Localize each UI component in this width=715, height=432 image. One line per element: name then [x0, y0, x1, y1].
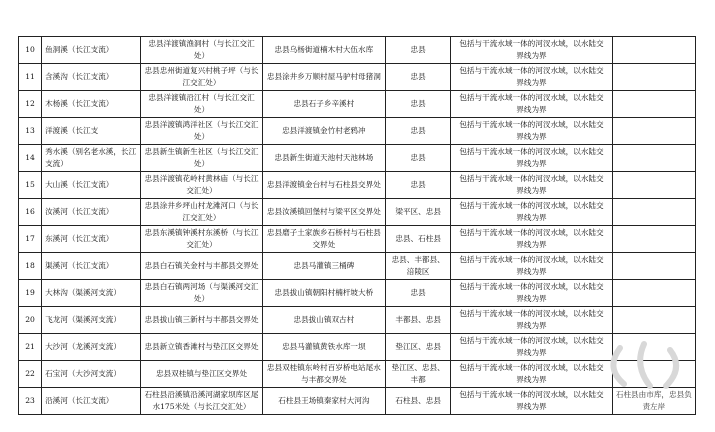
- end-point-cell: 忠县马灌镇三桶碑: [262, 253, 385, 280]
- start-point-cell: 忠县白石镇关金村与丰都县交界处: [141, 253, 262, 280]
- row-number-cell: 19: [19, 280, 42, 307]
- row-number-cell: 22: [19, 361, 42, 388]
- end-point-cell: 忠县磨子土家族乡石桥村与石柱县交界处: [262, 226, 385, 253]
- river-table-body: [19, 37, 696, 415]
- row-number-cell: 23: [19, 388, 42, 415]
- region-cell: 垫江区、忠县: [386, 334, 451, 361]
- scope-cell: 包括与干流水域一体的河汊水域，以水陆交界线为界: [451, 388, 612, 415]
- table-row: [19, 91, 696, 118]
- region-cell: 梁平区、忠县: [386, 199, 451, 226]
- start-point-cell: 忠县拔山镇三新村与丰都县交界处: [141, 307, 262, 334]
- row-number-cell: 14: [19, 145, 42, 172]
- end-point-cell: 忠县拔山镇朝阳村楠杆坡大桥: [262, 280, 385, 307]
- scope-cell: 包括与干流水域一体的河汊水域，以水陆交界线为界: [451, 280, 612, 307]
- table-row: [19, 334, 696, 361]
- table-row: [19, 253, 696, 280]
- river-name-cell: 洋渡溪（长江支: [42, 118, 141, 145]
- river-name-cell: 汝溪河（长江支流）: [42, 199, 141, 226]
- scope-cell: 包括与干流水域一体的河汊水域，以水陆交界线为界: [451, 91, 612, 118]
- scope-cell: 包括与干流水域一体的河汊水域，以水陆交界线为界: [451, 172, 612, 199]
- row-number-cell: 21: [19, 334, 42, 361]
- scope-cell: 包括与干流水域一体的河汊水域，以水陆交界线为界: [451, 64, 612, 91]
- region-cell: 忠县: [386, 64, 451, 91]
- scope-cell: 包括与干流水域一体的河汊水域，以水陆交界线为界: [451, 361, 612, 388]
- end-point-cell: 忠县汝溪镇回堡村与梁平区交界处: [262, 199, 385, 226]
- river-name-cell: 东溪河（长江支流）: [42, 226, 141, 253]
- river-name-cell: 含溪沟（长江支流）: [42, 64, 141, 91]
- row-number-cell: 12: [19, 91, 42, 118]
- table-row: [19, 172, 696, 199]
- row-number-cell: 15: [19, 172, 42, 199]
- end-point-cell: 忠县石子乡辛溪村: [262, 91, 385, 118]
- region-cell: 忠县、石柱县: [386, 226, 451, 253]
- region-cell: 垫江区、忠县、丰都: [386, 361, 451, 388]
- region-cell: 忠县: [386, 118, 451, 145]
- scope-cell: 包括与干流水域一体的河汊水域，以水陆交界线为界: [451, 334, 612, 361]
- row-number-cell: 11: [19, 64, 42, 91]
- row-number-cell: 20: [19, 307, 42, 334]
- scope-cell: 包括与干流水域一体的河汊水域，以水陆交界线为界: [451, 37, 612, 64]
- table-row: [19, 388, 696, 415]
- start-point-cell: 忠县新生镇新生社区（与长江交汇处）: [141, 145, 262, 172]
- region-cell: 忠县: [386, 280, 451, 307]
- end-point-cell: 忠县拔山镇双古村: [262, 307, 385, 334]
- table-row: [19, 64, 696, 91]
- start-point-cell: 忠县洋渡镇花岭村黄林庙（与长江交汇处）: [141, 172, 262, 199]
- scope-cell: 包括与干流水域一体的河汊水域，以水陆交界线为界: [451, 145, 612, 172]
- note-cell: [612, 307, 695, 334]
- note-cell: [612, 64, 695, 91]
- note-cell: [612, 172, 695, 199]
- table-row: [19, 118, 696, 145]
- region-cell: 忠县: [386, 145, 451, 172]
- river-name-cell: 秀水溪（别名老水溪，长江支流）: [42, 145, 141, 172]
- river-name-cell: 木杨溪（长江支流）: [42, 91, 141, 118]
- row-number-cell: 10: [19, 37, 42, 64]
- note-cell: [612, 199, 695, 226]
- scope-cell: 包括与干流水域一体的河汊水域，以水陆交界线为界: [451, 307, 612, 334]
- river-name-cell: 大山溪（长江支流）: [42, 172, 141, 199]
- start-point-cell: 忠县双桂镇与垫江区交界处: [141, 361, 262, 388]
- region-cell: 忠县: [386, 172, 451, 199]
- note-cell: [612, 118, 695, 145]
- start-point-cell: 忠县东溪镇钟溪村东溪桥（与长江交汇处）: [141, 226, 262, 253]
- scope-cell: 包括与干流水域一体的河汊水域，以水陆交界线为界: [451, 118, 612, 145]
- start-point-cell: 石柱县沿溪镇沿溪河湖家坝库区尾水175米处（与长江交汇处）: [141, 388, 262, 415]
- note-cell: [612, 91, 695, 118]
- start-point-cell: 忠县洋渡镇渔洞村（与长江交汇处）: [141, 37, 262, 64]
- table-row: [19, 199, 696, 226]
- river-name-cell: 渠溪河（长江支流）: [42, 253, 141, 280]
- scope-cell: 包括与干流水域一体的河汊水域，以水陆交界线为界: [451, 253, 612, 280]
- region-cell: 石柱县、忠县: [386, 388, 451, 415]
- note-cell: [612, 280, 695, 307]
- region-cell: 忠县、丰都县、涪陵区: [386, 253, 451, 280]
- river-name-cell: 石宝河（大沙河支流）: [42, 361, 141, 388]
- end-point-cell: 忠县新生街道天池村天池林场: [262, 145, 385, 172]
- end-point-cell: 忠县洋渡镇金竹村老鸦冲: [262, 118, 385, 145]
- table-row: [19, 361, 696, 388]
- river-table: [18, 36, 696, 415]
- start-point-cell: 忠县涂井乡坪山村龙滩河口（与长江交汇处）: [141, 199, 262, 226]
- table-row: [19, 307, 696, 334]
- scope-cell: 包括与干流水域一体的河汊水域，以水陆交界线为界: [451, 226, 612, 253]
- row-number-cell: 18: [19, 253, 42, 280]
- start-point-cell: 忠县洋渡镇鸿洋社区（与长江交汇处）: [141, 118, 262, 145]
- end-point-cell: 忠县双桂镇东岭村百岁桥电站尾水与丰都交界处: [262, 361, 385, 388]
- note-cell: [612, 226, 695, 253]
- river-name-cell: 大林沟（渠溪河支流）: [42, 280, 141, 307]
- note-cell: [612, 37, 695, 64]
- end-point-cell: 忠县涂井乡万顺村屋马驴村母猪洞: [262, 64, 385, 91]
- end-point-cell: 忠县乌杨街道楠木村大伍水库: [262, 37, 385, 64]
- end-point-cell: 忠县洋渡镇金台村与石柱县交界处: [262, 172, 385, 199]
- start-point-cell: 忠县洋渡镇沿江村（与长江交汇处）: [141, 91, 262, 118]
- note-cell: [612, 145, 695, 172]
- river-name-cell: 大沙河（龙溪河支流）: [42, 334, 141, 361]
- end-point-cell: 石柱县王场镇秦家村大河沟: [262, 388, 385, 415]
- row-number-cell: 16: [19, 199, 42, 226]
- watermark-logo: [600, 338, 692, 394]
- row-number-cell: 17: [19, 226, 42, 253]
- region-cell: 忠县: [386, 37, 451, 64]
- river-name-cell: 飞龙河（渠溪河支流）: [42, 307, 141, 334]
- region-cell: 丰都县、忠县: [386, 307, 451, 334]
- row-number-cell: 13: [19, 118, 42, 145]
- scope-cell: 包括与干流水域一体的河汊水域，以水陆交界线为界: [451, 199, 612, 226]
- start-point-cell: 忠县白石镇两河场（与渠溪河交汇处）: [141, 280, 262, 307]
- river-name-cell: 沿溪河（长江支流）: [42, 388, 141, 415]
- river-name-cell: 鱼洞溪（长江支流）: [42, 37, 141, 64]
- table-row: [19, 37, 696, 64]
- note-cell: 石柱县由市库，忠县负责左岸: [612, 388, 695, 415]
- end-point-cell: 忠县马灌镇黄铁水库一坝: [262, 334, 385, 361]
- note-cell: [612, 253, 695, 280]
- table-row: [19, 226, 696, 253]
- region-cell: 忠县: [386, 91, 451, 118]
- table-row: [19, 145, 696, 172]
- table-row: [19, 280, 696, 307]
- start-point-cell: 忠县新立镇香滩村与垫江区交界处: [141, 334, 262, 361]
- start-point-cell: 忠县忠州街道复兴村桃子坪（与长江交汇处）: [141, 64, 262, 91]
